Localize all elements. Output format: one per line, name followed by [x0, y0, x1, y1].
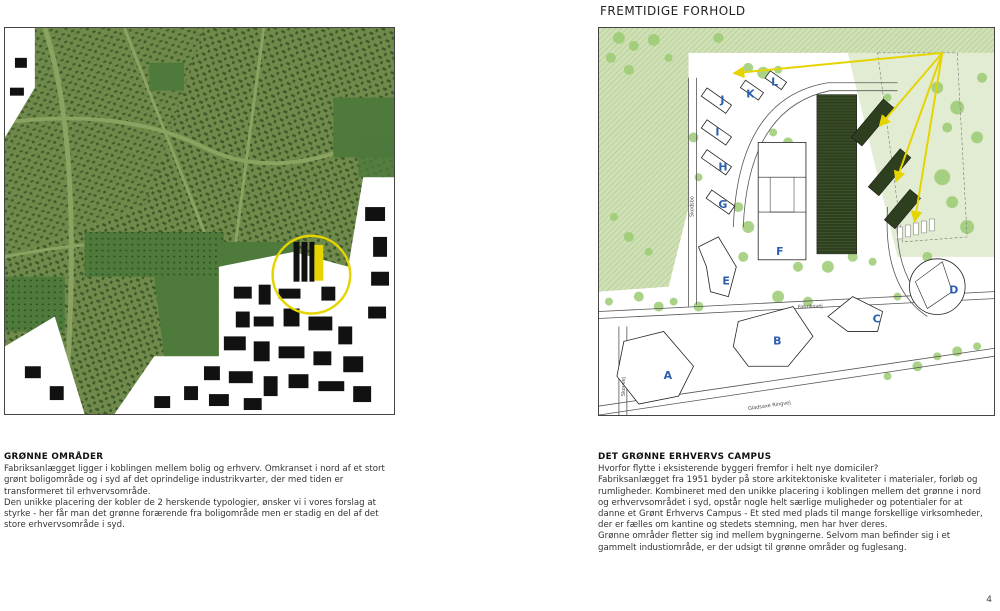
page-number: 4 [986, 595, 992, 605]
future-conditions-title: FREMTIDIGE FORHOLD [600, 4, 746, 18]
green-campus-paragraph-3: Grønne områder fletter sig ind mellem bygningerne. Selvom man befinder sig i et gammelt industiområde, er der udsigt til grønne områder og fuglesang. [598, 531, 951, 553]
site-plan-graphic [599, 28, 994, 415]
street-label-fabriksvej: Fabriksvej [797, 303, 823, 311]
green-campus-heading: DET GRØNNE ERHVERVS CAMPUS [598, 452, 772, 462]
green-business-campus-section [598, 452, 990, 554]
building-label-k: K [746, 87, 755, 101]
green-areas-heading: GRØNNE OMRÅDER [4, 452, 104, 462]
building-label-i: I [715, 125, 720, 139]
building-label-a: A [663, 369, 673, 383]
campus-site-plan [598, 27, 995, 416]
building-label-c: C [872, 312, 881, 326]
building-label-d: D [949, 283, 959, 297]
context-map-graphic [5, 28, 394, 414]
green-campus-paragraph-1: Hvorfor flytte i eksisterende byggeri fremfor i helt nye domiciler? [598, 464, 879, 475]
building-label-b: B [773, 334, 782, 348]
street-label-skovvej: Skovvej [620, 376, 627, 397]
building-f [758, 142, 806, 259]
green-areas-section [4, 452, 396, 531]
building-label-g: G [718, 198, 728, 212]
building-label-j: J [720, 93, 725, 107]
site-context-map [4, 27, 395, 415]
building-label-f: F [776, 244, 784, 258]
street-label-gladsaxe-ringvej: Gladsaxe Ringvej [747, 400, 792, 413]
street-label-skodsbo: Skodsbo [689, 196, 696, 218]
green-campus-paragraph-2: Fabriksanlægget fra 1951 byder på store arkitektoniske kvaliteter i materialer, forløb og rumligheder. Kombineret med den unikke placering i koblingen mellem det grønne i nord og erhvervsområdet i syd, opstår nogle helt særlige muligheder og potentialer for at danne et Grønt Erhvervs Campus - Et sted med plads til mange forskellige virksomheder, der er fælles om kantine og stedets stemning, men har hver deres. [598, 475, 983, 531]
green-areas-paragraph-1: Fabriksanlægget ligger i koblingen mellem bolig og erhverv. Omkranset i nord af et stort grønt boligområde og i syd af det oprindelige industrikvarter, der med tiden er transformeret til erhvervsområde. [4, 464, 385, 497]
building-label-h: H [718, 160, 728, 174]
building-label-l: L [771, 75, 779, 89]
building-label-e: E [722, 274, 730, 288]
green-areas-paragraph-2: Den unikke placering der kobler de 2 herskende typologier, ønsker vi i vores forslag at styrke - her får man det grønne forærende fra boligområde men er stadig en del af det store erhvervsområde i syd. [4, 497, 379, 531]
